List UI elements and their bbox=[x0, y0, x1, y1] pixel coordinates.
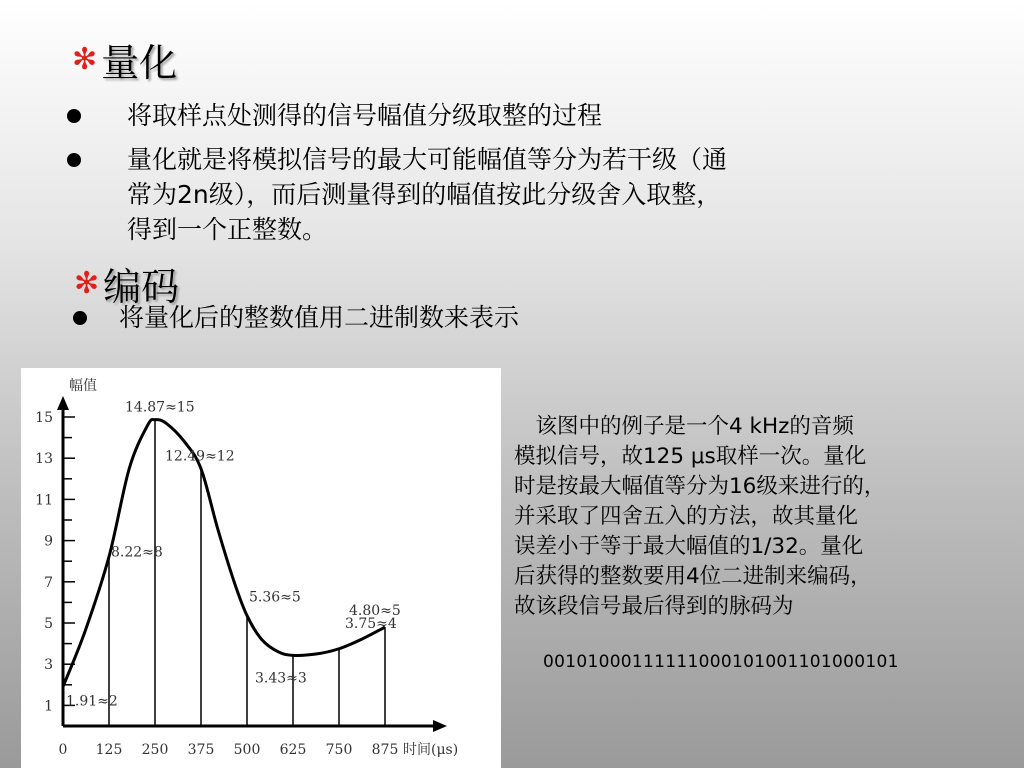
note-line: 时是按最大幅值等分为16级来进行的， bbox=[514, 474, 886, 499]
x-tick-label: 125 bbox=[95, 742, 123, 758]
bullet-text: 将取样点处测得的信号幅值分级取整的过程 bbox=[127, 101, 603, 130]
bullet-text-line: 常为2n级），而后测量得到的幅值按此分级舍入取整， bbox=[127, 180, 722, 209]
note-line: 误差小于等于最大幅值的1/32。量化 bbox=[514, 534, 864, 559]
bullet-text-line: 量化就是将模拟信号的最大可能幅值等分为若干级（通 bbox=[127, 145, 728, 174]
sample-value-label: 5.36≈5 bbox=[249, 589, 301, 606]
x-tick-label: 250 bbox=[141, 742, 169, 758]
y-tick-label: 9 bbox=[44, 533, 53, 550]
sample-value-label: 4.80≈5 bbox=[349, 603, 401, 620]
x-tick-label: 750 bbox=[325, 742, 353, 758]
x-tick-label: 625 bbox=[279, 742, 307, 758]
asterisk-icon: ✻ bbox=[74, 266, 100, 301]
bullet-item bbox=[67, 98, 602, 133]
y-tick-label: 5 bbox=[44, 616, 53, 632]
x-tick-label: 500 bbox=[233, 742, 261, 758]
sample-value-label: 3.43≈3 bbox=[255, 670, 307, 687]
bullet-item bbox=[73, 300, 519, 335]
sampling-chart bbox=[21, 368, 501, 768]
y-axis-arrow-icon bbox=[57, 396, 69, 410]
note-line: 模拟信号，故125 μs取样一次。量化 bbox=[514, 444, 867, 469]
x-tick-label: 0 bbox=[58, 742, 68, 758]
y-tick-label: 11 bbox=[35, 492, 53, 509]
note-line: 故该段信号最后得到的脉码为 bbox=[514, 594, 794, 619]
asterisk-icon: ✻ bbox=[72, 42, 98, 77]
bullet-text-line: 得到一个正整数。 bbox=[127, 215, 328, 244]
note-line: 后获得的整数要用4位二进制来编码， bbox=[514, 564, 872, 589]
sample-value-label: 12.49≈12 bbox=[165, 448, 235, 465]
note-line: 并采取了四舍五入的方法，故其量化 bbox=[514, 504, 859, 529]
section-title-text: 编码 bbox=[103, 265, 180, 309]
chart-svg bbox=[21, 368, 501, 768]
pcm-code: 00101000111111000101001101000101 bbox=[543, 652, 899, 672]
explanation-text bbox=[514, 412, 1014, 622]
bullet-dot-icon bbox=[67, 109, 81, 123]
bullet-text-block bbox=[127, 142, 727, 247]
y-tick-label: 3 bbox=[44, 657, 53, 674]
sample-value-label: 8.22≈8 bbox=[111, 544, 163, 561]
y-axis-title: 幅值 bbox=[69, 378, 97, 394]
bullet-dot-icon bbox=[73, 311, 87, 325]
x-axis-title: 时间(μs) bbox=[403, 742, 459, 758]
y-tick-label: 7 bbox=[44, 574, 53, 591]
bullet-item bbox=[67, 142, 727, 247]
bullet-dot-icon bbox=[67, 153, 81, 167]
x-tick-label: 375 bbox=[187, 742, 215, 758]
y-tick-label: 15 bbox=[35, 410, 53, 426]
y-tick-label: 1 bbox=[44, 698, 53, 715]
sample-value-label: 14.87≈15 bbox=[125, 399, 195, 416]
bullet-text: 将量化后的整数值用二进制数来表示 bbox=[119, 303, 520, 332]
section-title-quantization bbox=[72, 32, 177, 87]
y-tick-label: 13 bbox=[35, 451, 53, 468]
section-title-text: 量化 bbox=[101, 41, 178, 85]
sample-value-label: 3.75≈4 bbox=[345, 615, 397, 632]
x-tick-label: 875 bbox=[371, 742, 399, 758]
x-axis-arrow-icon bbox=[433, 720, 447, 732]
sample-value-label: 1.91≈2 bbox=[66, 693, 118, 710]
note-line: 该图中的例子是一个4 kHz的音频 bbox=[514, 414, 854, 439]
